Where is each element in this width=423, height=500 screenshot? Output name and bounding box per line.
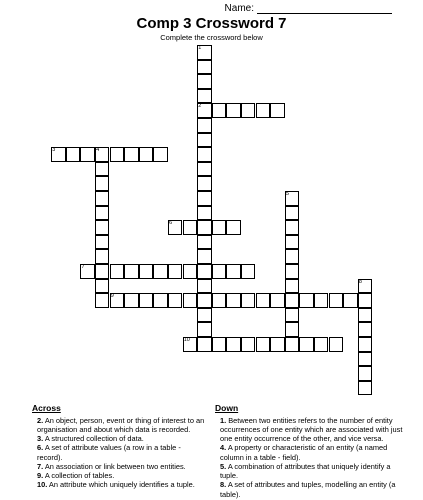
grid-cell[interactable] (285, 249, 300, 264)
grid-cell[interactable] (329, 293, 344, 308)
grid-cell[interactable] (95, 162, 110, 177)
grid-cell[interactable] (256, 103, 271, 118)
grid-cell[interactable] (183, 293, 198, 308)
clue-number-9: 9 (110, 293, 114, 300)
grid-cell[interactable] (299, 337, 314, 352)
clue-number: 10. (37, 480, 48, 490)
grid-cell[interactable] (153, 147, 168, 162)
clue-text: A property or characteristic of an entity (a named column in a table - field). (220, 443, 388, 462)
grid-cell[interactable] (139, 147, 154, 162)
grid-cell[interactable] (95, 176, 110, 191)
grid-cell[interactable] (197, 337, 212, 352)
clue-item (32, 443, 207, 462)
grid-cell[interactable] (212, 337, 227, 352)
grid-cell[interactable] (197, 89, 212, 104)
grid-cell[interactable] (197, 60, 212, 75)
grid-cell[interactable] (285, 337, 300, 352)
grid-cell[interactable] (95, 191, 110, 206)
grid-cell[interactable] (153, 293, 168, 308)
grid-cell[interactable] (343, 293, 358, 308)
clue-text: A structured collection of data. (43, 434, 144, 444)
grid-cell[interactable] (197, 133, 212, 148)
grid-cell[interactable] (212, 264, 227, 279)
grid-cell[interactable] (197, 162, 212, 177)
grid-cell[interactable] (153, 264, 168, 279)
grid-cell[interactable] (226, 293, 241, 308)
grid-cell[interactable] (314, 337, 329, 352)
grid-cell[interactable] (139, 293, 154, 308)
clue-text: Between two entities refers to the number of entity occurrences of one entity which are associated with just one entity occurrence of the other, and vice versa. (220, 415, 403, 444)
grid-cell[interactable] (197, 279, 212, 294)
grid-cell[interactable] (197, 220, 212, 235)
grid-cell[interactable] (197, 176, 212, 191)
grid-cell[interactable] (270, 337, 285, 352)
grid-cell[interactable] (285, 322, 300, 337)
grid-cell[interactable] (197, 264, 212, 279)
grid-cell[interactable] (80, 147, 95, 162)
clue-item (215, 416, 405, 444)
across-clue-list (32, 416, 207, 490)
clue-text: A set of attribute values (a row in a table - record). (37, 443, 181, 462)
grid-cell[interactable] (329, 337, 344, 352)
grid-cell[interactable] (124, 293, 139, 308)
grid-cell[interactable] (285, 206, 300, 221)
grid-cell[interactable] (124, 264, 139, 279)
grid-cell[interactable] (95, 249, 110, 264)
grid-cell[interactable] (241, 103, 256, 118)
grid-cell[interactable] (197, 118, 212, 133)
clue-number-4: 4 (96, 147, 100, 154)
grid-cell[interactable] (197, 206, 212, 221)
clue-text: An association or link between two entities. (43, 461, 186, 471)
clue-number-10: 10 (183, 337, 190, 343)
clue-number: 1. (220, 415, 227, 425)
grid-cell[interactable] (226, 220, 241, 235)
clue-item (32, 416, 207, 435)
page-title: Comp 3 Crossword 7 (136, 15, 287, 32)
clue-item (32, 471, 207, 480)
clue-number-3: 3 (52, 147, 56, 154)
clue-number-8: 8 (358, 278, 362, 285)
grid-cell[interactable] (285, 293, 300, 308)
grid-cell[interactable] (285, 264, 300, 279)
clue-item (215, 443, 405, 462)
grid-cell[interactable] (285, 235, 300, 250)
page-subtitle: Complete the crossword below (160, 33, 263, 42)
clue-number: 3. (37, 434, 44, 444)
grid-cell[interactable] (241, 337, 256, 352)
down-clue-list (215, 416, 405, 499)
clue-text: An attribute which uniquely identifies a tuple. (47, 480, 195, 490)
grid-cell[interactable] (197, 249, 212, 264)
clue-text: A combination of attributes that uniquely identify a tuple. (220, 461, 391, 481)
grid-cell[interactable] (226, 103, 241, 118)
grid-cell[interactable] (212, 103, 227, 118)
clue-item (215, 480, 405, 499)
grid-cell[interactable] (285, 279, 300, 294)
grid-cell[interactable] (95, 206, 110, 221)
grid-cell[interactable] (270, 293, 285, 308)
clue-text: An object, person, event or thing of interest to an organisation and about which data is recorded. (37, 415, 205, 434)
grid-cell[interactable] (226, 337, 241, 352)
clue-number-5: 5 (285, 191, 289, 197)
grid-cell[interactable] (95, 220, 110, 235)
grid-cell[interactable] (95, 293, 110, 308)
across-clues (32, 403, 207, 490)
grid-cell[interactable] (95, 279, 110, 294)
grid-cell[interactable] (124, 147, 139, 162)
clue-number: 7. (37, 461, 44, 471)
name-label: Name: (224, 3, 254, 14)
grid-cell[interactable] (314, 293, 329, 308)
grid-cell[interactable] (212, 220, 227, 235)
grid-cell[interactable] (299, 293, 314, 308)
grid-cell[interactable] (197, 308, 212, 323)
grid-cell[interactable] (197, 191, 212, 206)
grid-cell[interactable] (212, 293, 227, 308)
grid-cell[interactable] (197, 147, 212, 162)
grid-cell[interactable] (358, 381, 373, 396)
down-clues (215, 403, 405, 499)
grid-cell[interactable] (241, 264, 256, 279)
clue-item (32, 462, 207, 471)
clue-number-6: 6 (169, 220, 173, 227)
grid-cell[interactable] (183, 264, 198, 279)
grid-cell[interactable] (197, 293, 212, 308)
grid-cell[interactable] (256, 293, 271, 308)
grid-cell[interactable] (270, 103, 285, 118)
clue-item (32, 480, 207, 489)
grid-cell[interactable] (226, 264, 241, 279)
clue-number: 6. (37, 443, 44, 453)
grid-cell[interactable] (256, 337, 271, 352)
grid-cell[interactable] (358, 308, 373, 323)
grid-cell[interactable] (95, 264, 110, 279)
grid-cell[interactable] (358, 337, 373, 352)
grid-cell[interactable] (110, 264, 125, 279)
clue-number: 2. (37, 415, 44, 425)
grid-cell[interactable] (197, 74, 212, 89)
grid-cell[interactable] (285, 220, 300, 235)
clue-number-1: 1 (198, 45, 202, 51)
clue-item (32, 434, 207, 443)
grid-cell[interactable] (110, 147, 125, 162)
clue-text: A collection of tables. (43, 471, 115, 481)
grid-cell[interactable] (197, 322, 212, 337)
clue-number-2: 2 (198, 103, 202, 110)
grid-cell[interactable] (358, 366, 373, 381)
grid-cell[interactable] (358, 322, 373, 337)
grid-cell[interactable] (358, 352, 373, 367)
clue-number-7: 7 (81, 264, 85, 270)
grid-cell[interactable] (168, 293, 183, 308)
clue-number: 8. (220, 480, 227, 490)
grid-cell[interactable] (168, 264, 183, 279)
clue-number: 4. (220, 443, 227, 453)
grid-cell[interactable] (66, 147, 81, 162)
clue-number: 5. (220, 461, 227, 471)
across-heading: Across (32, 403, 61, 413)
clue-item (215, 462, 405, 481)
grid-cell[interactable] (241, 293, 256, 308)
down-heading: Down (215, 403, 239, 413)
clue-number: 9. (37, 471, 44, 481)
grid-cell[interactable] (285, 308, 300, 323)
grid-cell[interactable] (183, 220, 198, 235)
grid-cell[interactable] (197, 235, 212, 250)
grid-cell[interactable] (358, 293, 373, 308)
grid-cell[interactable] (139, 264, 154, 279)
clue-text: A set of attributes and tuples, modelling an entity (a table). (220, 480, 396, 499)
grid-cell[interactable] (95, 235, 110, 250)
